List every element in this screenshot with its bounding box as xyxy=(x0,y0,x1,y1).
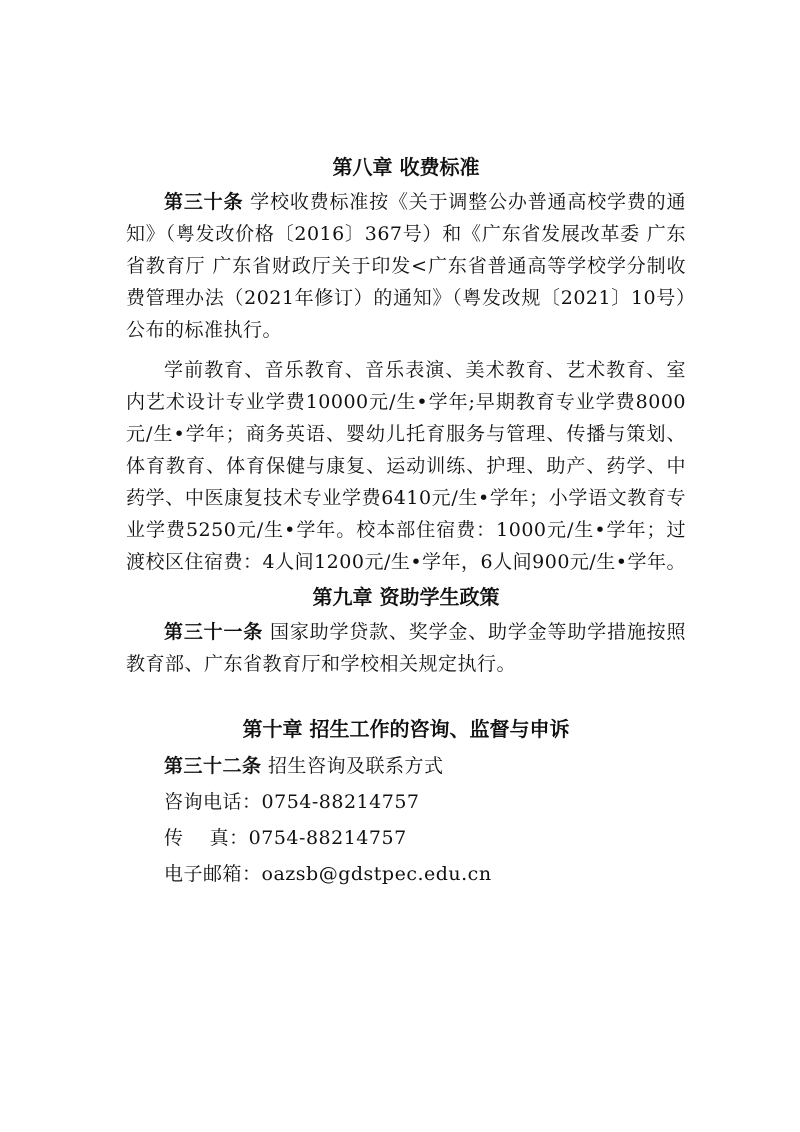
email-label: 电子邮箱： xyxy=(164,863,262,885)
article-30-paragraph xyxy=(126,186,686,346)
article-31-text: 国家助学贷款、奖学金、助学金等助学措施按照教育部、广东省教育厅和学校相关规定执行。 xyxy=(126,621,686,675)
article-32-label: 第三十二条 xyxy=(164,755,262,777)
chapter-8-heading: 第八章 收费标准 xyxy=(332,155,480,179)
chapter-10-heading: 第十章 招生工作的咨询、监督与申诉 xyxy=(242,717,570,741)
phone-line xyxy=(126,784,686,820)
article-31-label: 第三十一条 xyxy=(164,621,264,643)
fees-paragraph: 学前教育、音乐教育、音乐表演、美术教育、艺术教育、室内艺术设计专业学费10000元/生•学年;早期教育专业学费8000元/生•学年；商务英语、婴幼儿托育服务与管理、传播与策划、体育教育、体育保健与康复、运动训练、护理、助产、药学、中药学、中医康复技术专业学费6410元/生•学年；小学语文教育专业学费5250元/生•学年。校本部住宿费：1000元/生•学年；过渡校区住宿费：4人间1200元/生•学年，6人间900元/生•学年。 xyxy=(126,359,687,573)
phone-value: 0754-88214757 xyxy=(261,791,420,813)
chapter-9-heading: 第九章 资助学生政策 xyxy=(312,585,500,609)
email-value: oazsb@gdstpec.edu.cn xyxy=(261,863,492,885)
article-32-text: 招生咨询及联系方式 xyxy=(261,755,444,777)
article-32-paragraph xyxy=(126,748,686,784)
fax-value: 0754-88214757 xyxy=(248,827,407,849)
phone-label: 咨询电话： xyxy=(164,791,262,813)
document-page xyxy=(126,152,686,892)
email-line xyxy=(126,856,686,892)
fax-label: 传 真： xyxy=(164,827,249,849)
fax-line xyxy=(126,820,686,856)
article-31-paragraph xyxy=(126,616,686,680)
article-30-text: 学校收费标准按《关于调整公办普通高校学费的通知》（粤发改价格〔2016〕367号）和《广东省发展改革委 广东省教育厅 广东省财政厅关于印发<广东省普通高等学校学分制收费管理办法（2021年修订）的通知》（粤发改规〔2021〕10号）公布的标准执行。 xyxy=(126,191,686,341)
article-30-label: 第三十条 xyxy=(164,191,244,213)
